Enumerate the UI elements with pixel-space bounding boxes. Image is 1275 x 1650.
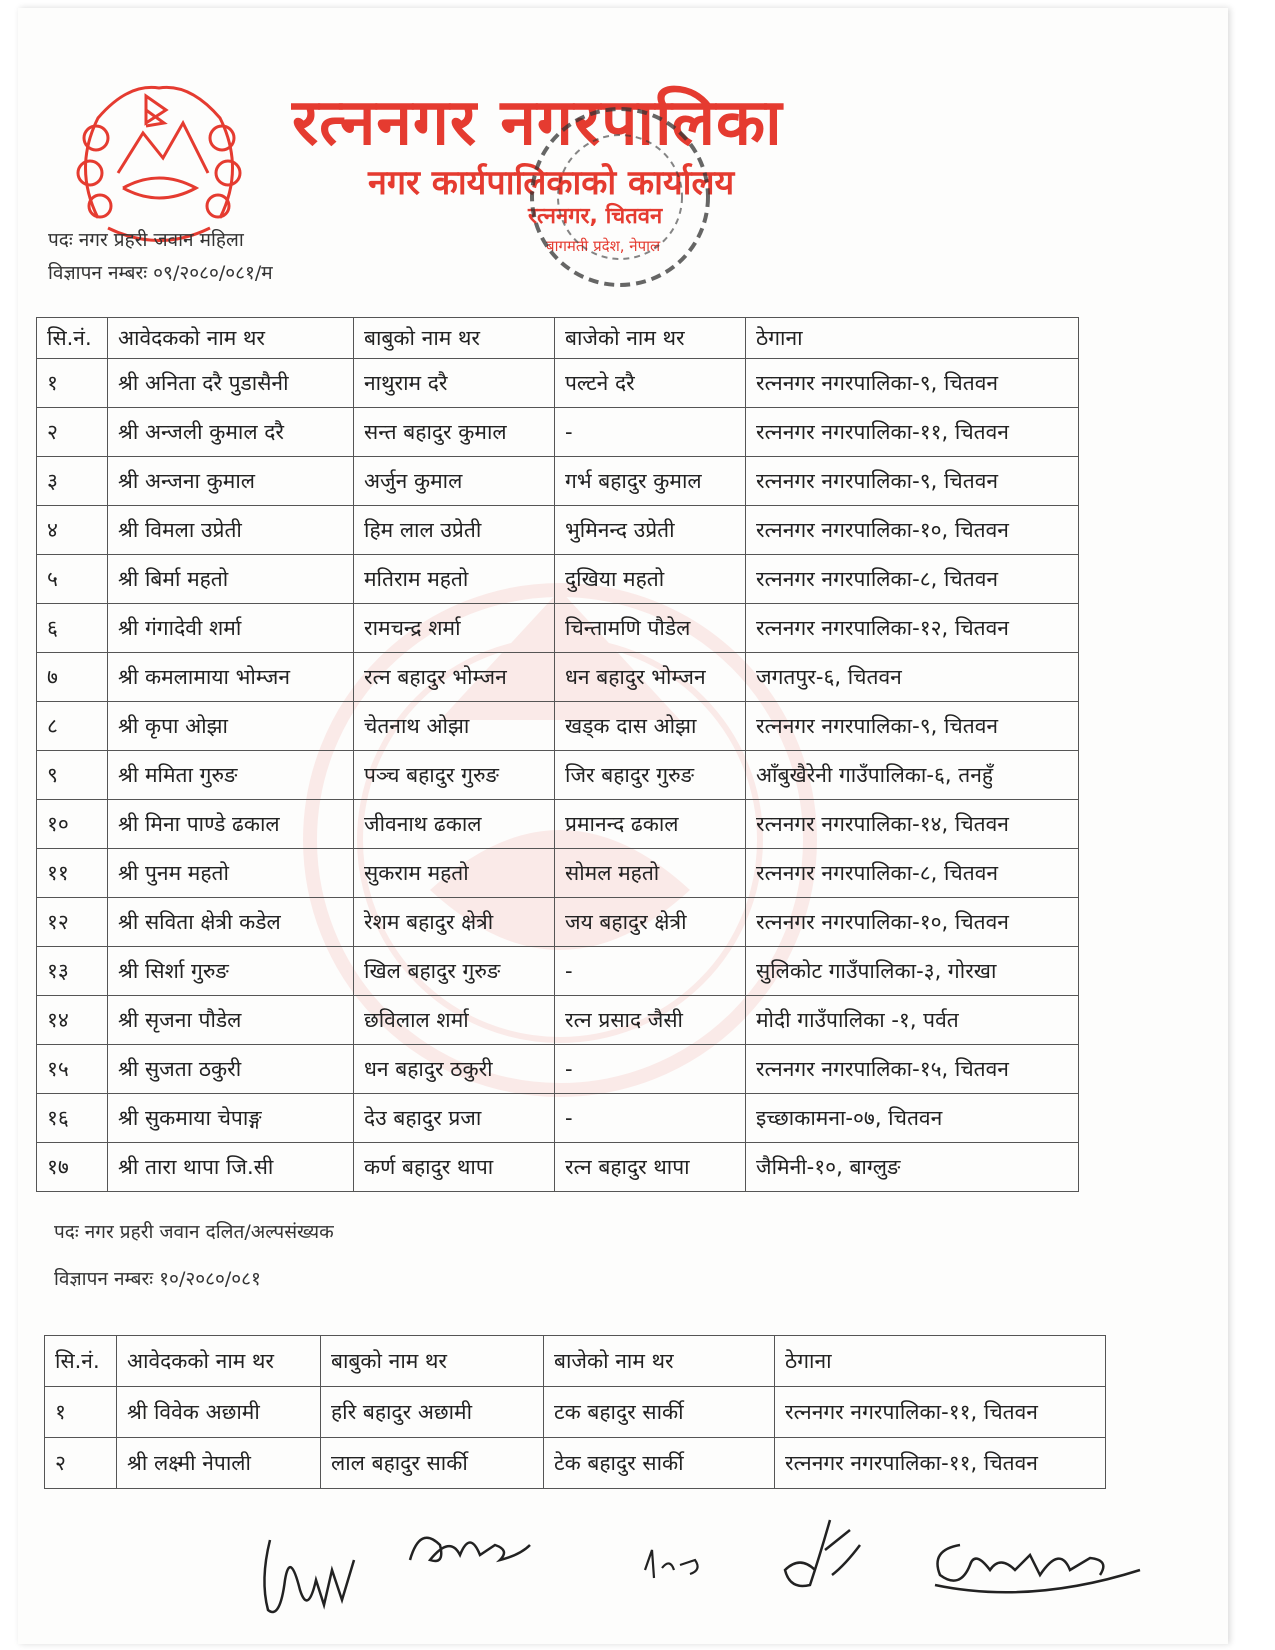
municipality-title: रत्ननगर नगरपालिका — [292, 86, 783, 160]
cell-serial: १५ — [37, 1045, 108, 1094]
col-father: बाबुको नाम थर — [354, 318, 555, 359]
post-title-1: पदः नगर प्रहरी जवान महिला — [48, 229, 244, 251]
table-header-row — [45, 1336, 1106, 1387]
col-applicant: आवेदकको नाम थर — [117, 1336, 321, 1387]
cell-address: रत्ननगर नगरपालिका-११, चितवन — [746, 408, 1079, 457]
cell-applicant: श्री अन्जना कुमाल — [108, 457, 354, 506]
cell-serial: २ — [37, 408, 108, 457]
cell-address: रत्ननगर नगरपालिका-१०, चितवन — [746, 506, 1079, 555]
cell-applicant: श्री ममिता गुरुङ — [108, 751, 354, 800]
cell-applicant: श्री विवेक अछामी — [117, 1387, 321, 1438]
cell-address: रत्ननगर नगरपालिका-९, चितवन — [746, 702, 1079, 751]
col-grandfather: बाजेको नाम थर — [555, 318, 746, 359]
nepal-emblem-icon — [68, 78, 250, 248]
cell-grandfather: प्रमानन्द ढकाल — [555, 800, 746, 849]
table-row — [37, 1045, 1079, 1094]
advert-number-1: विज्ञापन नम्बरः ०९/२०८०/०८१/म — [48, 262, 273, 284]
col-serial: सि.नं. — [37, 318, 108, 359]
advert-number-2: विज्ञापन नम्बरः १०/२०८०/०८१ — [54, 1268, 261, 1290]
cell-grandfather: गर्भ बहादुर कुमाल — [555, 457, 746, 506]
cell-address: जगतपुर-६, चितवन — [746, 653, 1079, 702]
table-row — [45, 1438, 1106, 1489]
cell-father: मतिराम महतो — [354, 555, 555, 604]
cell-grandfather: धन बहादुर भोम्जन — [555, 653, 746, 702]
office-province: बागमती प्रदेश, नेपाल — [546, 237, 661, 255]
signature-2-icon — [400, 1515, 540, 1585]
cell-serial: १२ — [37, 898, 108, 947]
table-row — [37, 604, 1079, 653]
cell-applicant: श्री विमला उप्रेती — [108, 506, 354, 555]
table-header-row — [37, 318, 1079, 359]
cell-applicant: श्री लक्ष्मी नेपाली — [117, 1438, 321, 1489]
table-row — [37, 849, 1079, 898]
cell-serial: १० — [37, 800, 108, 849]
signature-3-icon — [640, 1540, 710, 1590]
office-subtitle: नगर कार्यपालिकाको कार्यालय — [368, 163, 735, 203]
cell-grandfather: टेक बहादुर सार्की — [544, 1438, 775, 1489]
table-row — [37, 359, 1079, 408]
cell-serial: ११ — [37, 849, 108, 898]
cell-address: रत्ननगर नगरपालिका-१२, चितवन — [746, 604, 1079, 653]
cell-serial: १७ — [37, 1143, 108, 1192]
post-title-2: पदः नगर प्रहरी जवान दलित/अल्पसंख्यक — [54, 1221, 334, 1243]
applicant-table-1 — [36, 317, 1079, 1192]
cell-father: सन्त बहादुर कुमाल — [354, 408, 555, 457]
cell-applicant: श्री अन्जली कुमाल दरै — [108, 408, 354, 457]
cell-address: रत्ननगर नगरपालिका-११, चितवन — [775, 1387, 1106, 1438]
cell-address: मोदी गाउँपालिका -१, पर्वत — [746, 996, 1079, 1045]
cell-grandfather: पल्टने दरै — [555, 359, 746, 408]
cell-address: आँबुखैरेनी गाउँपालिका-६, तनहुँ — [746, 751, 1079, 800]
col-serial: सि.नं. — [45, 1336, 117, 1387]
cell-address: रत्ननगर नगरपालिका-८, चितवन — [746, 849, 1079, 898]
cell-serial: १ — [37, 359, 108, 408]
cell-serial: १३ — [37, 947, 108, 996]
cell-father: रामचन्द्र शर्मा — [354, 604, 555, 653]
cell-applicant: श्री बिर्मा महतो — [108, 555, 354, 604]
cell-grandfather: सोमल महतो — [555, 849, 746, 898]
cell-serial: ९ — [37, 751, 108, 800]
cell-applicant: श्री सिर्शा गुरुङ — [108, 947, 354, 996]
cell-applicant: श्री अनिता दरै पुडासैनी — [108, 359, 354, 408]
applicant-table-2 — [44, 1335, 1106, 1489]
table-row — [37, 996, 1079, 1045]
table-row — [37, 751, 1079, 800]
cell-address: रत्ननगर नगरपालिका-१५, चितवन — [746, 1045, 1079, 1094]
cell-address: रत्ननगर नगरपालिका-९, चितवन — [746, 457, 1079, 506]
cell-serial: ३ — [37, 457, 108, 506]
cell-applicant: श्री तारा थापा जि.सी — [108, 1143, 354, 1192]
cell-father: खिल बहादुर गुरुङ — [354, 947, 555, 996]
cell-applicant: श्री मिना पाण्डे ढकाल — [108, 800, 354, 849]
cell-serial: २ — [45, 1438, 117, 1489]
cell-serial: १ — [45, 1387, 117, 1438]
cell-applicant: श्री सविता क्षेत्री कडेल — [108, 898, 354, 947]
cell-father: कर्ण बहादुर थापा — [354, 1143, 555, 1192]
cell-applicant: श्री सुजता ठकुरी — [108, 1045, 354, 1094]
cell-grandfather: - — [555, 1045, 746, 1094]
cell-father: सुकराम महतो — [354, 849, 555, 898]
signature-1-icon — [250, 1520, 370, 1630]
cell-grandfather: दुखिया महतो — [555, 555, 746, 604]
table-row — [37, 653, 1079, 702]
cell-serial: ५ — [37, 555, 108, 604]
col-address: ठेगाना — [775, 1336, 1106, 1387]
table-row — [37, 800, 1079, 849]
cell-address: सुलिकोट गाउँपालिका-३, गोरखा — [746, 947, 1079, 996]
cell-address: इच्छाकामना-०७, चितवन — [746, 1094, 1079, 1143]
signature-4-icon — [770, 1515, 870, 1600]
cell-father: पञ्च बहादुर गुरुङ — [354, 751, 555, 800]
cell-grandfather: - — [555, 1094, 746, 1143]
table-row — [45, 1387, 1106, 1438]
cell-father: हिम लाल उप्रेती — [354, 506, 555, 555]
cell-address: रत्ननगर नगरपालिका-१०, चितवन — [746, 898, 1079, 947]
cell-address: रत्ननगर नगरपालिका-११, चितवन — [775, 1438, 1106, 1489]
cell-father: चेतनाथ ओझा — [354, 702, 555, 751]
table-row — [37, 555, 1079, 604]
cell-grandfather: टक बहादुर सार्की — [544, 1387, 775, 1438]
cell-grandfather: जय बहादुर क्षेत्री — [555, 898, 746, 947]
cell-address: जैमिनी-१०, बाग्लुङ — [746, 1143, 1079, 1192]
official-stamp-icon — [520, 92, 720, 302]
cell-grandfather: जिर बहादुर गुरुङ — [555, 751, 746, 800]
signature-5-icon — [920, 1530, 1150, 1600]
col-grandfather: बाजेको नाम थर — [544, 1336, 775, 1387]
table-row — [37, 1094, 1079, 1143]
cell-father: अर्जुन कुमाल — [354, 457, 555, 506]
cell-father: धन बहादुर ठकुरी — [354, 1045, 555, 1094]
cell-grandfather: रत्न प्रसाद जैसी — [555, 996, 746, 1045]
cell-father: देउ बहादुर प्रजा — [354, 1094, 555, 1143]
cell-father: रत्न बहादुर भोम्जन — [354, 653, 555, 702]
cell-serial: ६ — [37, 604, 108, 653]
cell-father: हरि बहादुर अछामी — [321, 1387, 544, 1438]
cell-applicant: श्री सृजना पौडेल — [108, 996, 354, 1045]
cell-serial: १४ — [37, 996, 108, 1045]
cell-grandfather: खड्क दास ओझा — [555, 702, 746, 751]
col-father: बाबुको नाम थर — [321, 1336, 544, 1387]
office-location: रत्ननगर, चितवन — [528, 204, 663, 229]
cell-father: लाल बहादुर सार्की — [321, 1438, 544, 1489]
cell-address: रत्ननगर नगरपालिका-८, चितवन — [746, 555, 1079, 604]
cell-serial: ७ — [37, 653, 108, 702]
cell-serial: ४ — [37, 506, 108, 555]
cell-address: रत्ननगर नगरपालिका-१४, चितवन — [746, 800, 1079, 849]
col-applicant: आवेदकको नाम थर — [108, 318, 354, 359]
table-row — [37, 457, 1079, 506]
cell-grandfather: - — [555, 947, 746, 996]
cell-father: नाथुराम दरै — [354, 359, 555, 408]
cell-father: जीवनाथ ढकाल — [354, 800, 555, 849]
cell-applicant: श्री पुनम महतो — [108, 849, 354, 898]
table-row — [37, 408, 1079, 457]
cell-grandfather: चिन्तामणि पौडेल — [555, 604, 746, 653]
cell-address: रत्ननगर नगरपालिका-९, चितवन — [746, 359, 1079, 408]
cell-grandfather: रत्न बहादुर थापा — [555, 1143, 746, 1192]
table-row — [37, 1143, 1079, 1192]
cell-applicant: श्री कृपा ओझा — [108, 702, 354, 751]
cell-serial: १६ — [37, 1094, 108, 1143]
col-address: ठेगाना — [746, 318, 1079, 359]
table-row — [37, 506, 1079, 555]
table-row — [37, 702, 1079, 751]
table-row — [37, 898, 1079, 947]
cell-grandfather: - — [555, 408, 746, 457]
cell-applicant: श्री कमलामाया भोम्जन — [108, 653, 354, 702]
cell-applicant: श्री गंगादेवी शर्मा — [108, 604, 354, 653]
table-row — [37, 947, 1079, 996]
cell-grandfather: भुमिनन्द उप्रेती — [555, 506, 746, 555]
cell-father: छविलाल शर्मा — [354, 996, 555, 1045]
cell-serial: ८ — [37, 702, 108, 751]
cell-father: रेशम बहादुर क्षेत्री — [354, 898, 555, 947]
cell-applicant: श्री सुकमाया चेपाङ्ग — [108, 1094, 354, 1143]
